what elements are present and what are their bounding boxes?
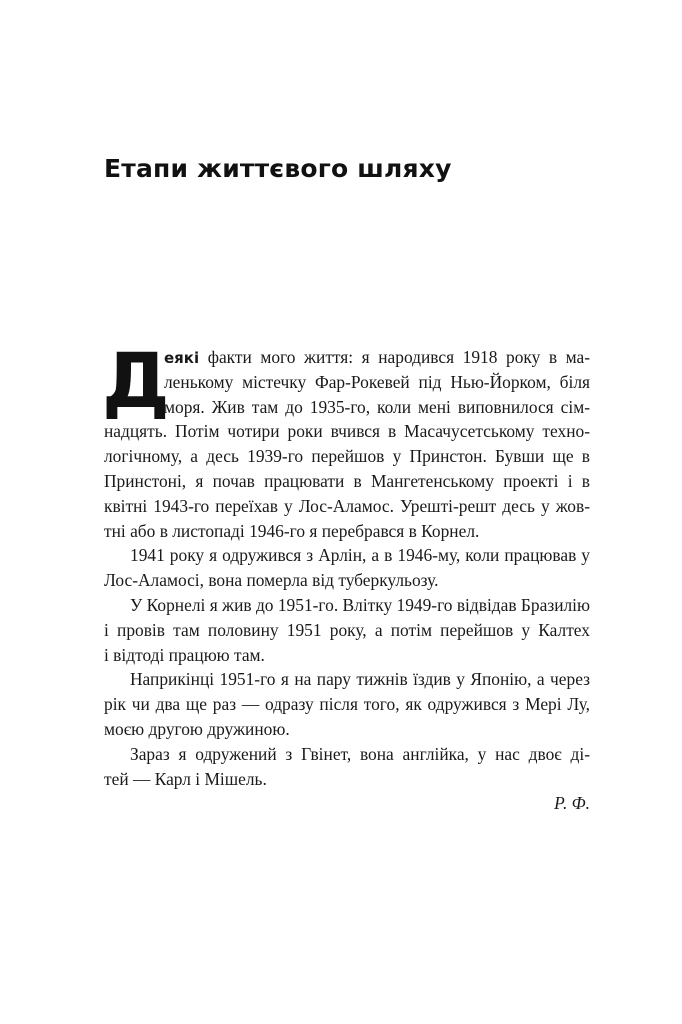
text-line: рік чи два ще раз — одразу після того, як одружився з Мері Лу, [104, 694, 590, 715]
text-line: квітні 1943-го переїхав у Лос-Аламос. Урешті-решт десь у жов- [104, 495, 590, 516]
text-line: надцять. Потім чотири роки вчився в Масачусетському техно- [104, 421, 590, 442]
text-line: Принстоні, я почав працювати в Мангетенському проекті і в [104, 470, 590, 491]
chapter-body [102, 336, 590, 816]
text-line: Наприкінці 1951-го я на пару тижнів їздив у Японію, а через [130, 669, 590, 690]
text-line: Зараз я одружений з Гвінет, вона англійка, у нас двоє ді- [130, 743, 590, 764]
text-line: моєю другою дружиною. [104, 718, 290, 739]
text-line: тні або в листопаді 1946-го я перебрався в Корнел. [104, 520, 480, 541]
text-line: Лос-Аламосі, вона померла від туберкульозу. [104, 570, 439, 591]
text-line: логічному, а десь 1939-го перейшов у Принстон. Бувши ще в [104, 446, 590, 467]
lead-word: еякі [164, 349, 200, 367]
author-signature: Р. Ф. [554, 793, 590, 814]
text-line: і відтоді працюю там. [104, 644, 265, 665]
text-line-content: факти мого життя: я народився 1918 року в ма- [199, 347, 590, 367]
text-line: і провів там половину 1951 року, а потім перейшов у Калтех [104, 619, 590, 640]
text-line: моря. Жив там до 1935-го, коли мені виповнилося сім- [164, 396, 590, 417]
text-line: У Корнелі я жив до 1951-го. Влітку 1949-го відвідав Бразилію [130, 594, 590, 615]
chapter-title: Етапи життєвого шляху [104, 154, 452, 183]
text-line: ленькому містечку Фар-Рокевей під Нью-Йорком, біля [164, 371, 590, 392]
text-line: тей — Карл і Мішель. [104, 768, 267, 789]
drop-cap: Д [102, 336, 170, 425]
text-line: 1941 року я одружився з Арлін, а в 1946-му, коли працював у [130, 545, 590, 566]
